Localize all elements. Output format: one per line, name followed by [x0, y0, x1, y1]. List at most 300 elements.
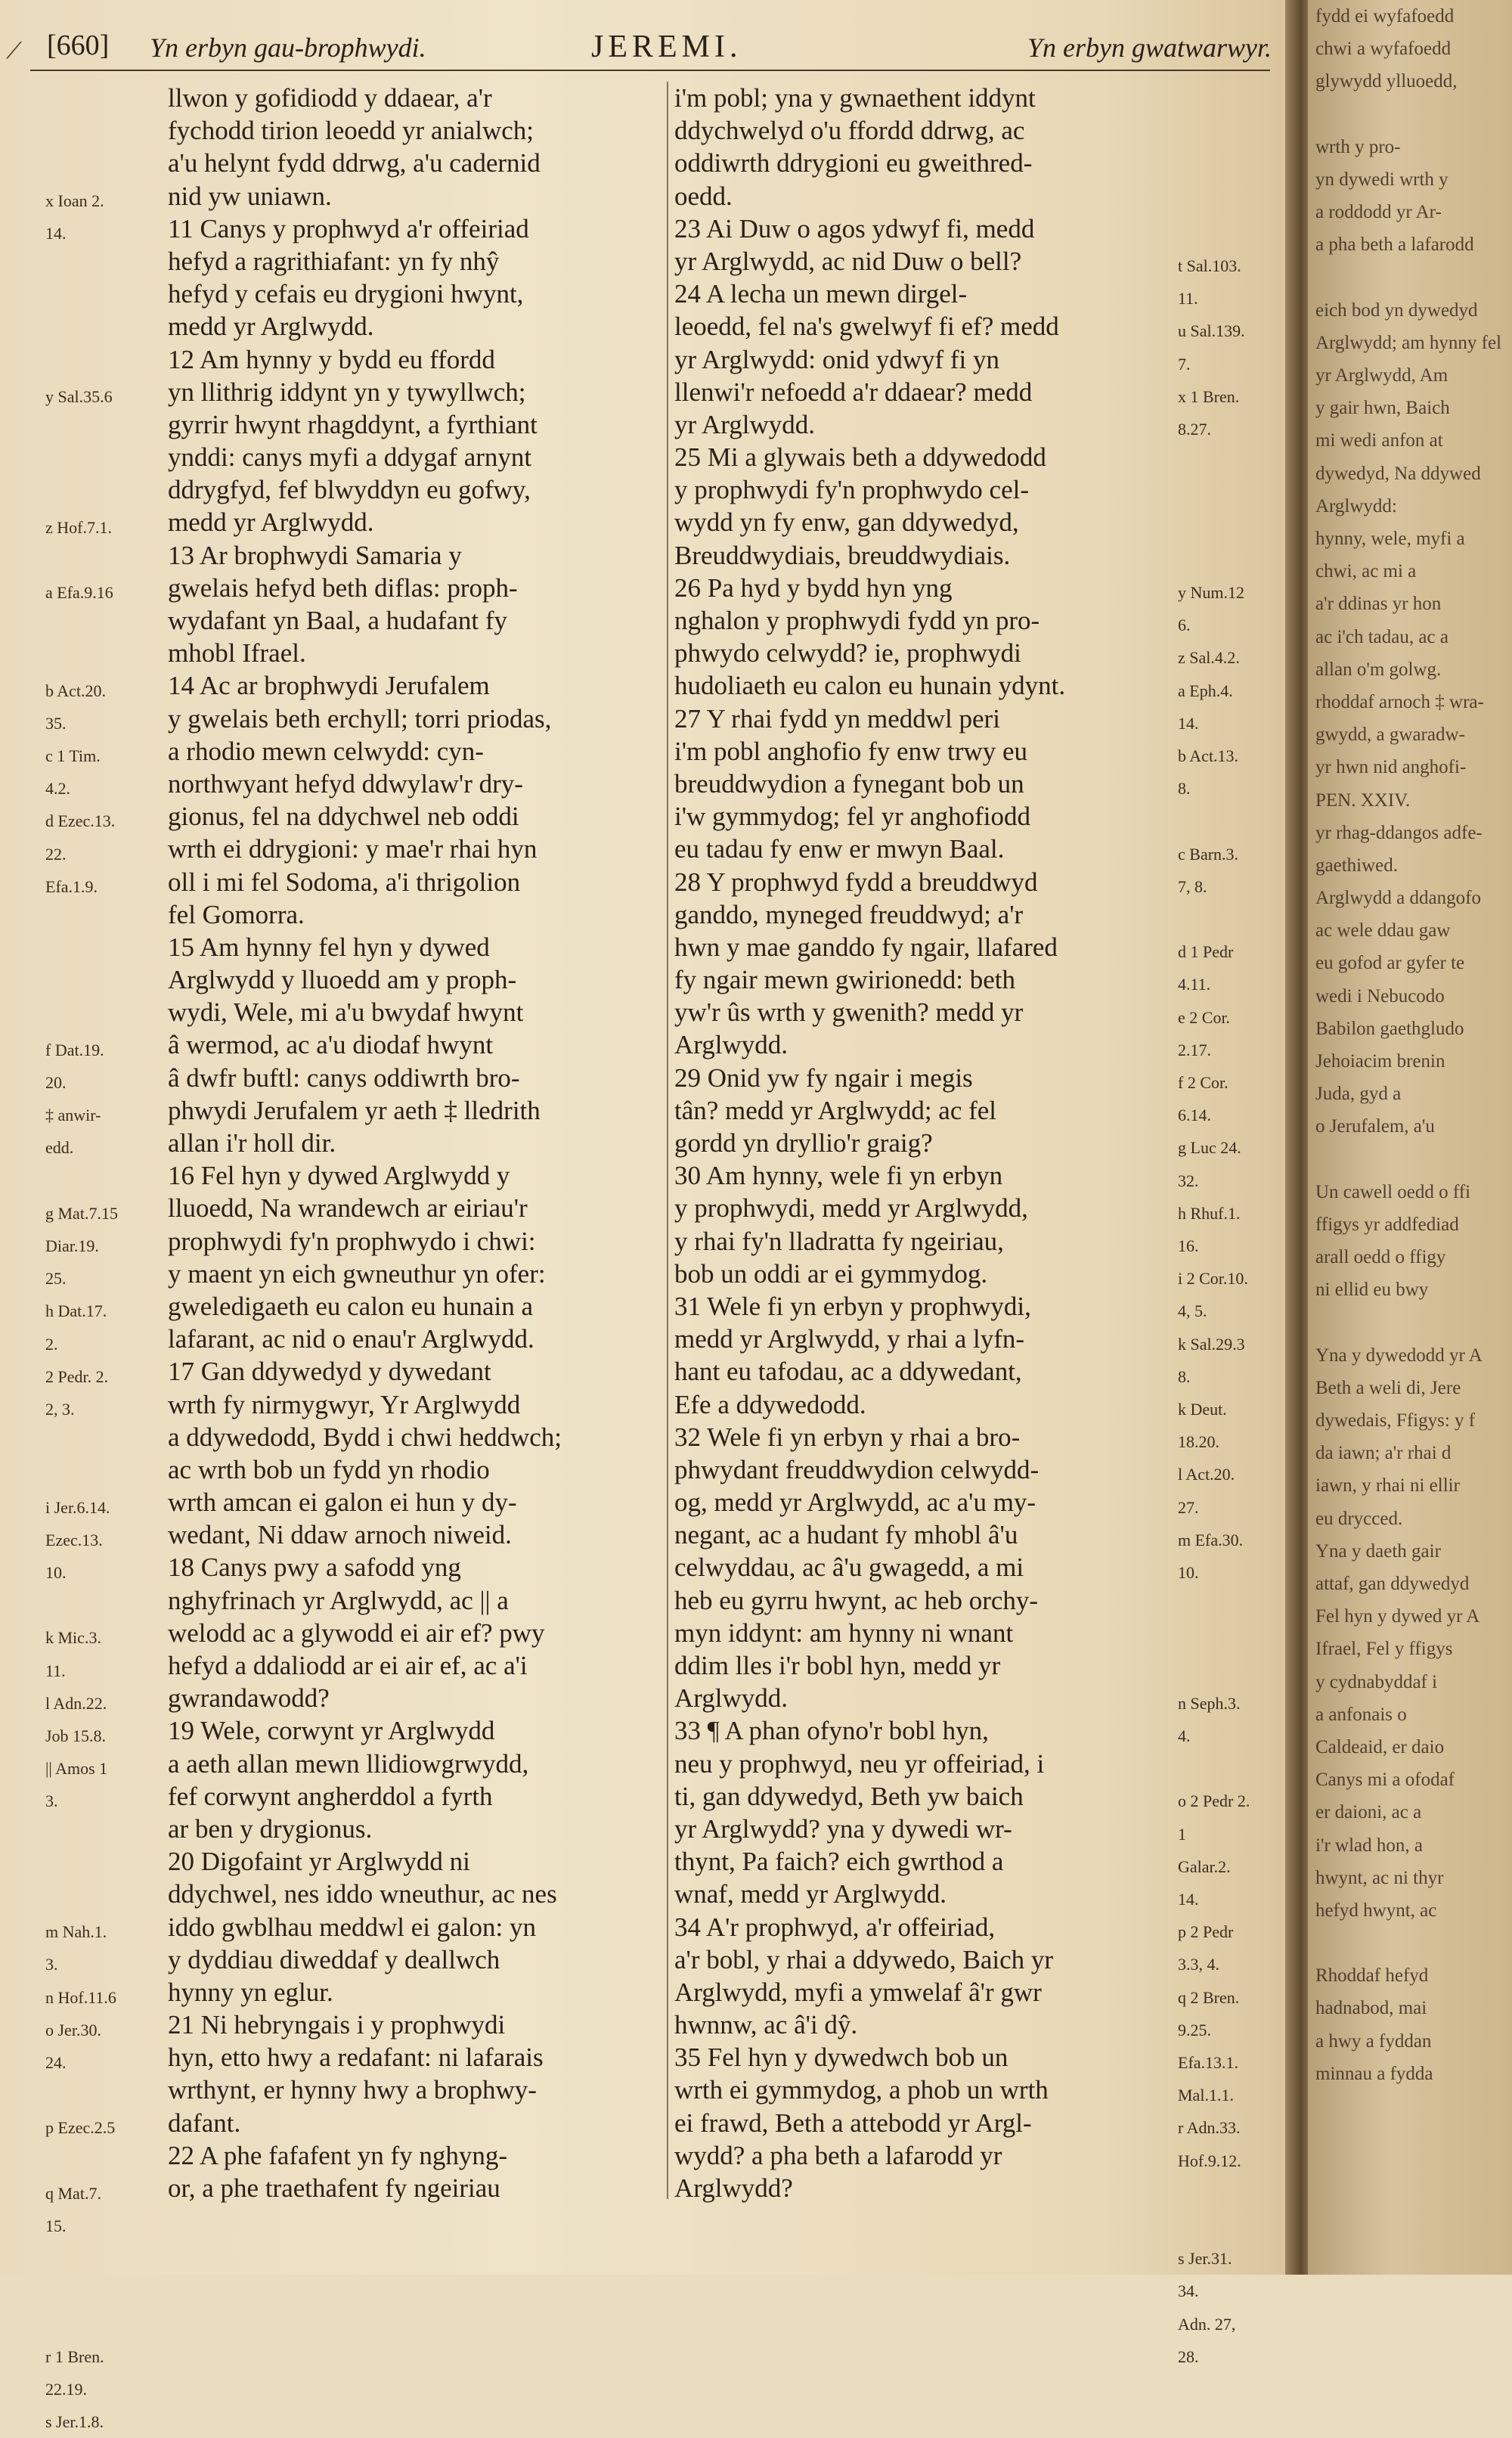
margin-reference: k Mic.3.	[45, 1628, 101, 1648]
facing-page-line: y gair hwn, Baich	[1315, 398, 1450, 419]
text-line: i'm pobl; yna y gwnaethent iddynt	[674, 83, 1036, 113]
margin-reference: 2.	[45, 1334, 58, 1354]
text-line: allan i'r holl dir.	[168, 1128, 336, 1158]
facing-page-line: Un cawell oedd o ffi	[1315, 1181, 1471, 1202]
margin-reference: q Mat.7.	[45, 2183, 101, 2203]
text-line: ar ben y drygionus.	[168, 1813, 373, 1844]
text-line: Arglwydd, myfi a ymwelaf â'r gwr	[674, 1977, 1042, 2007]
facing-page-line: arall oedd o ffigy	[1315, 1247, 1446, 1268]
text-line: y dyddiau diweddaf y deallwch	[168, 1944, 500, 1974]
text-line: ddim lles i'r bobl hyn, medd yr	[674, 1651, 1001, 1680]
facing-page-line: Ifrael, Fel y ffigys	[1315, 1639, 1453, 1660]
margin-reference: 11.	[1178, 289, 1198, 309]
margin-reference: 2 Pedr. 2.	[45, 1366, 109, 1386]
facing-page-line	[1315, 262, 1512, 294]
text-line: nid yw uniawn.	[168, 181, 332, 211]
text-line: gwrandawodd?	[168, 1683, 330, 1714]
margin-reference: 8.	[1178, 1366, 1191, 1386]
text-line: oedd.	[674, 181, 733, 211]
margin-reference: a Eph.4.	[1178, 681, 1233, 700]
text-column-left	[168, 82, 667, 2204]
text-line: 14 Ac ar brophwydi Jerufalem	[168, 671, 490, 701]
margin-reference: r 1 Bren.	[45, 2346, 104, 2366]
margin-reference: e 2 Cor.	[1178, 1007, 1231, 1027]
facing-page-line: iawn, y rhai ni ellir	[1315, 1475, 1460, 1497]
facing-page-line: a anfonais o	[1315, 1704, 1407, 1725]
margin-reference: a Efa.9.16	[45, 583, 113, 602]
margin-reference: Mal.1.1.	[1178, 2086, 1234, 2105]
margin-reference: u Sal.139.	[1178, 321, 1245, 341]
margin-reference: l Adn.22.	[45, 1693, 107, 1713]
text-line: wydafant yn Baal, a hudafant fy	[168, 606, 508, 635]
text-line: or, a phe traethafent fy ngeiriau	[168, 2173, 500, 2203]
text-line: hefyd a ddaliodd ar ei air ef, ac a'i	[168, 1651, 528, 1680]
facing-page-line: Caldeaid, er daio	[1315, 1736, 1445, 1757]
text-line: i'm pobl anghofio fy enw trwy eu	[674, 736, 1028, 766]
text-line: Efe a ddywedodd.	[674, 1389, 866, 1419]
text-line: hudoliaeth eu calon eu hunain ydynt.	[674, 671, 1066, 701]
text-line: ti, gan ddywedyd, Beth yw baich	[674, 1781, 1024, 1811]
margin-reference: h Rhuf.1.	[1178, 1203, 1241, 1223]
text-line: a ddywedodd, Bydd i chwi heddwch;	[168, 1422, 562, 1452]
text-line: fy ngair mewn gwirionedd: beth	[674, 965, 1016, 995]
facing-page-line: yr Arglwydd, Am	[1315, 365, 1448, 386]
text-line: prophwydi fy'n prophwydo i chwi:	[168, 1226, 536, 1256]
text-line: 35 Fel hyn y dywedwch bob un	[674, 2043, 1009, 2073]
facing-page-line	[1315, 1307, 1512, 1339]
facing-page-line: rhoddaf arnoch ‡ wra-	[1315, 691, 1484, 712]
running-title-right: Yn erbyn gwatwarwyr.	[1027, 33, 1272, 63]
margin-reference: p 2 Pedr	[1178, 1922, 1234, 1942]
margin-reference: Job 15.8.	[45, 1726, 107, 1745]
text-line: ddrygfyd, fef blwyddyn eu gofwy,	[168, 475, 531, 505]
text-line: y prophwydi fy'n prophwydo cel-	[674, 475, 1029, 505]
margin-reference: b Act.13.	[1178, 746, 1239, 765]
text-line: tân? medd yr Arglwydd; ac fel	[674, 1095, 997, 1125]
text-line: 28 Y prophwyd fydd a breuddwyd	[674, 867, 1038, 897]
text-line: 23 Ai Duw o agos ydwyf fi, medd	[674, 213, 1035, 243]
text-line: 13 Ar brophwydi Samaria y	[168, 540, 462, 570]
margin-reference: g Mat.7.15	[45, 1203, 118, 1223]
text-line: nghalon y prophwydi fydd yn pro-	[674, 606, 1040, 635]
margin-reference: 7, 8.	[1178, 876, 1207, 896]
margin-reference: 2.17.	[1178, 1040, 1211, 1059]
facing-page-line: dywedais, Ffigys: y f	[1315, 1410, 1476, 1431]
text-line: wrth fy nirmygwyr, Yr Arglwydd	[168, 1389, 521, 1419]
margin-reference: 10.	[45, 1563, 67, 1582]
facing-page-line	[1315, 1143, 1512, 1176]
facing-page-line: Rhoddaf hefyd	[1315, 1965, 1429, 1987]
facing-page-line: ac i'ch tadau, ac a	[1315, 626, 1448, 647]
text-line: 17 Gan ddywedyd y dywedant	[168, 1357, 491, 1387]
text-line: fef corwynt angherddol a fyrth	[168, 1781, 493, 1811]
text-line: breuddwydion a fynegant bob un	[674, 768, 1024, 799]
text-line: oddiwrth ddrygioni eu gweithred-	[674, 148, 1033, 178]
margin-reference: s Jer.1.8.	[45, 2412, 104, 2432]
margin-reference: 22.19.	[45, 2380, 87, 2399]
text-line: wydd yn fy enw, gan ddywedyd,	[674, 507, 1019, 538]
text-line: wedant, Ni ddaw arnoch niweid.	[168, 1520, 512, 1550]
facing-page-line: hynny, wele, myfi a	[1315, 529, 1465, 549]
text-line: a'r bobl, y rhai a ddywedo, Baich yr	[674, 1944, 1054, 1974]
text-line: hwn y mae ganddo fy ngair, llafared	[674, 932, 1058, 962]
margin-reference: 3.	[45, 1791, 58, 1811]
text-line: wnaf, medd yr Arglwydd.	[674, 1879, 947, 1909]
facing-page-line: yr rhag-ddangos adfe-	[1315, 822, 1483, 843]
facing-page-line: dywedyd, Na ddywed	[1315, 463, 1481, 484]
margin-reference: 11.	[45, 1661, 66, 1680]
margin-reference: 34.	[1178, 2281, 1199, 2301]
text-line: 27 Y rhai fydd yn meddwl peri	[674, 703, 1000, 734]
margin-reference: 14.	[1178, 713, 1199, 733]
text-line: ac wrth bob un fydd yn rhodio	[168, 1454, 490, 1484]
text-line: yn llithrig iddynt yn y tywyllwch;	[168, 377, 526, 407]
margin-reference: d 1 Pedr	[1178, 942, 1234, 962]
margin-reference: z Hof.7.1.	[45, 517, 112, 537]
margin-reference: 6.14.	[1178, 1106, 1211, 1125]
margin-reference: b Act.20.	[45, 681, 107, 700]
margin-reference: 16.	[1178, 1236, 1199, 1255]
page-corner-mark: ⟋	[6, 38, 22, 64]
margin-reference: 32.	[1178, 1171, 1199, 1190]
facing-page-line: eich bod yn dywedyd	[1315, 299, 1478, 321]
facing-page-line: a pha beth a lafarodd	[1315, 234, 1474, 256]
text-line: hefyd a ragrithiafant: yn fy nhŷ	[168, 246, 500, 276]
text-line: bob un oddi ar ei gymmydog.	[674, 1258, 988, 1289]
text-line: og, medd yr Arglwydd, ac a'u my-	[674, 1487, 1036, 1518]
facing-page-line: hefyd hwynt, ac	[1315, 1900, 1437, 1921]
margin-reference: l Act.20.	[1178, 1465, 1235, 1484]
text-line: 19 Wele, corwynt yr Arglwydd	[168, 1716, 495, 1746]
margin-reference: f 2 Cor.	[1178, 1073, 1228, 1092]
text-line: 30 Am hynny, wele fi yn erbyn	[674, 1161, 1003, 1191]
text-line: 16 Fel hyn y dywed Arglwydd y	[168, 1161, 510, 1191]
margin-reference: 10.	[1178, 1563, 1199, 1582]
margin-reference: ‡ anwir-	[45, 1106, 101, 1125]
text-line: welodd ac a glywodd ei air ef? pwy	[168, 1618, 545, 1648]
margin-reference: 8.	[1178, 779, 1191, 799]
column-divider	[667, 82, 668, 2199]
text-line: dafant.	[168, 2108, 241, 2138]
margin-reference: 24.	[45, 2053, 67, 2072]
margin-reference: 9.25.	[1178, 2020, 1211, 2039]
margin-reference: 6.	[1178, 616, 1191, 635]
facing-page-line: a hwy a fyddan	[1315, 2030, 1432, 2052]
text-line: medd yr Arglwydd.	[168, 312, 374, 342]
text-line: y rhai fy'n lladratta fy ngeiriau,	[674, 1226, 1004, 1256]
facing-page-line: gwydd, a gwaradw-	[1315, 724, 1465, 746]
text-line: yr Arglwydd: onid ydwyf fi yn	[674, 344, 1000, 374]
facing-page-line: minnau a fydda	[1315, 2063, 1433, 2084]
text-line: hant eu tafodau, ac a ddywedant,	[674, 1357, 1022, 1387]
margin-reference: Efa.1.9.	[45, 876, 98, 896]
facing-page-line: Fel hyn y dywed yr A	[1315, 1606, 1480, 1627]
text-line: lluoedd, Na wrandewch ar eiriau'r	[168, 1193, 528, 1224]
text-line: Breuddwydiais, breuddwydiais.	[674, 540, 1011, 570]
text-line: hyn, etto hwy a redafant: ni lafarais	[168, 2043, 544, 2073]
facing-page-line: a roddodd yr Ar-	[1315, 202, 1442, 223]
facing-page-line: Arglwydd; am hynny fel	[1315, 332, 1502, 353]
text-line: gordd yn dryllio'r graig?	[674, 1128, 933, 1158]
facing-page-line: Canys mi a ofodaf	[1315, 1770, 1455, 1791]
text-line: 15 Am hynny fel hyn y dywed	[168, 932, 490, 962]
margin-reference: n Hof.11.6	[45, 1987, 116, 2007]
margin-reference: i Jer.6.14.	[45, 1497, 110, 1517]
margin-reference: k Sal.29.3	[1178, 1334, 1245, 1354]
margin-reference: 2, 3.	[45, 1400, 75, 1419]
margin-reference: 8.27.	[1178, 420, 1211, 439]
margin-reference: g Luc 24.	[1178, 1138, 1241, 1158]
text-line: leoedd, fel na's gwelwyf fi ef? medd	[674, 312, 1059, 342]
facing-page-line: fydd ei wyfafoedd	[1315, 6, 1455, 26]
text-line: wrth ei gymmydog, a phob un wrth	[674, 2075, 1049, 2105]
text-line: phwydant freuddwydion celwydd-	[674, 1454, 1040, 1484]
text-line: Arglwydd y lluoedd am y proph-	[168, 965, 517, 995]
text-line: neu y prophwyd, neu yr offeiriad, i	[674, 1748, 1045, 1779]
facing-page-line: chwi a wyfafoedd	[1315, 39, 1452, 60]
margin-reference: 35.	[45, 713, 67, 733]
text-line: wrth amcan ei galon ei hun y dy-	[168, 1487, 517, 1518]
facing-page-line: y cydnabyddaf i	[1315, 1671, 1438, 1692]
text-line: wrth ei ddrygioni: y mae'r rhai hyn	[168, 834, 538, 864]
text-line: 32 Wele fi yn erbyn y rhai a bro-	[674, 1422, 1021, 1452]
margin-reference: r Adn.33.	[1178, 2118, 1241, 2138]
text-line: hefyd y cefais eu drygioni hwynt,	[168, 279, 524, 309]
margin-reference: c 1 Tim.	[45, 746, 101, 765]
text-line: myn iddynt: am hynny ni wnant	[674, 1618, 1014, 1648]
margin-reference: p Ezec.2.5	[45, 2118, 116, 2138]
text-line: 18 Canys pwy a safodd yng	[168, 1552, 461, 1583]
text-line: nghyfrinach yr Arglwydd, ac || a	[168, 1585, 509, 1615]
text-line: y maent yn eich gwneuthur yn ofer:	[168, 1258, 546, 1289]
facing-page-line: allan o'm golwg.	[1315, 659, 1442, 680]
margin-reference: 3.	[45, 1955, 58, 1974]
text-line: ganddo, myneged freuddwyd; a'r	[674, 899, 1024, 929]
facing-page-line: yr hwn nid anghofi-	[1315, 757, 1467, 778]
text-line: wydi, Wele, mi a'u bwydaf hwynt	[168, 997, 524, 1028]
text-line: â dwfr buftl: canys oddiwrth bro-	[168, 1062, 520, 1093]
margin-reference: x 1 Bren.	[1178, 386, 1240, 406]
margin-reference: Diar.19.	[45, 1236, 99, 1255]
margin-reference: y Sal.35.6	[45, 386, 113, 406]
text-line: 21 Ni hebryngais i y prophwydi	[168, 2010, 506, 2040]
running-title-left: Yn erbyn gau-brophwydi.	[150, 33, 426, 63]
text-line: ddychwel, nes iddo wneuthur, ac nes	[168, 1879, 557, 1909]
text-line: yr Arglwydd? yna y dywedi wr-	[674, 1813, 1012, 1844]
text-line: 34 A'r prophwyd, a'r offeiriad,	[674, 1912, 996, 1942]
margin-reference: Galar.2.	[1178, 1856, 1231, 1876]
facing-page-line: Juda, gyd a	[1315, 1084, 1402, 1105]
text-line: gwelais hefyd beth diflas: proph-	[168, 572, 518, 603]
text-line: wrthynt, er hynny hwy a brophwy-	[168, 2075, 537, 2105]
facing-page-line: ffigys yr addfediad	[1315, 1214, 1459, 1235]
text-line: a aeth allan mewn llidiowgrwydd,	[168, 1748, 529, 1779]
text-line: negant, ac a hudant fy mhobl â'u	[674, 1520, 1018, 1550]
margin-reference: t Sal.103.	[1178, 256, 1241, 275]
text-line: phwydi Jerufalem yr aeth ‡ lledrith	[168, 1095, 541, 1125]
margin-reference: 22.	[45, 844, 67, 864]
margin-reference: 27.	[1178, 1497, 1199, 1517]
margin-reference: s Jer.31.	[1178, 2249, 1232, 2269]
text-line: 26 Pa hyd y bydd hyn yng	[674, 572, 953, 603]
facing-page-line: Yna y daeth gair	[1315, 1540, 1441, 1562]
margin-reference: 4.2.	[45, 779, 70, 799]
text-line: wydd? a pha beth a lafarodd yr	[674, 2140, 1002, 2170]
margin-reference: f Dat.19.	[45, 1040, 104, 1059]
text-line: phwydo celwydd? ie, prophwydi	[674, 638, 1021, 668]
margin-reference: Efa.13.1.	[1178, 2053, 1239, 2072]
text-line: thynt, Pa faich? eich gwrthod a	[674, 1847, 1004, 1877]
text-line: ddychwelyd o'u ffordd ddrwg, ac	[674, 116, 1025, 146]
book-gutter	[1285, 0, 1311, 2275]
margin-reference: d Ezec.13.	[45, 811, 116, 831]
running-header	[17, 29, 1272, 74]
margin-reference: Hof.9.12.	[1178, 2151, 1241, 2170]
text-column-right	[674, 82, 1173, 2204]
margin-reference: i 2 Cor.10.	[1178, 1269, 1248, 1289]
margin-reference: 4.11.	[1178, 975, 1211, 994]
margin-reference: o 2 Pedr 2.	[1178, 1791, 1250, 1811]
text-line: ynddi: canys myfi a ddygaf arnynt	[168, 442, 532, 473]
text-line: 22 A phe fafafent yn fy nghyng-	[168, 2140, 508, 2170]
margin-reference: 28.	[1178, 2346, 1199, 2366]
text-line: celwyddau, ac â'u gwagedd, a mi	[674, 1552, 1024, 1583]
text-line: yw'r ûs wrth y gwenith? medd yr	[674, 997, 1024, 1028]
text-line: northwyant hefyd ddwylaw'r dry-	[168, 768, 523, 799]
margin-reference: 14.	[45, 223, 67, 243]
facing-page-line: a'r ddinas yr hon	[1315, 594, 1442, 615]
margin-reference: m Efa.30.	[1178, 1530, 1244, 1549]
facing-page-line: wrth y pro-	[1315, 136, 1401, 157]
facing-page-line: Beth a weli di, Jere	[1315, 1377, 1461, 1398]
facing-page-line: PEN. XXIV.	[1315, 789, 1411, 811]
margin-reference: || Amos 1	[45, 1759, 108, 1779]
facing-page-line: er daioni, ac a	[1315, 1802, 1422, 1823]
facing-page-line: hwynt, ac ni thyr	[1315, 1867, 1444, 1888]
margin-reference: h Dat.17.	[45, 1301, 107, 1321]
text-line: hwnnw, ac â'i dŷ.	[674, 2010, 858, 2040]
text-line: medd yr Arglwydd, y rhai a lyfn-	[674, 1324, 1025, 1354]
margin-reference: 4.	[1178, 1726, 1191, 1745]
margin-reference: z Sal.4.2.	[1178, 648, 1240, 668]
text-line: oll i mi fel Sodoma, a'i thrigolion	[168, 867, 521, 897]
facing-page-line: eu gofod ar gyfer te	[1315, 953, 1465, 974]
margin-reference: k Deut.	[1178, 1400, 1227, 1419]
margin-reference: Ezec.13.	[45, 1530, 103, 1549]
text-line: 20 Digofaint yr Arglwydd ni	[168, 1847, 470, 1877]
margin-reference: q 2 Bren.	[1178, 1987, 1240, 2007]
text-line: fychodd tirion leoedd yr anialwch;	[168, 116, 534, 146]
text-line: medd yr Arglwydd.	[168, 507, 374, 538]
margin-reference: n Seph.3.	[1178, 1693, 1241, 1713]
facing-page-line: eu drycced.	[1315, 1508, 1403, 1529]
facing-page-line: o Jerufalem, a'u	[1315, 1116, 1435, 1137]
facing-page-line: Jehoiacim brenin	[1315, 1051, 1445, 1072]
margin-reference: x Ioan 2.	[45, 191, 104, 210]
text-line: gyrrir hwynt rhagddynt, a fyrthiant	[168, 409, 538, 439]
facing-page-text	[1315, 0, 1512, 2090]
text-line: y gwelais beth erchyll; torri priodas,	[168, 703, 552, 734]
facing-page-line: mi wedi anfon at	[1315, 430, 1443, 451]
text-line: hynny yn eglur.	[168, 1977, 333, 2007]
text-line: 24 A lecha un mewn dirgel-	[674, 279, 968, 309]
text-line: gionus, fel na ddychwel neb oddi	[168, 802, 519, 832]
text-line: lafarant, ac nid o enau'r Arglwydd.	[168, 1324, 534, 1354]
text-line: 11 Canys y prophwyd a'r offeiriad	[168, 213, 529, 243]
margin-reference: 4, 5.	[1178, 1301, 1207, 1321]
margin-reference: m Nah.1.	[45, 1922, 107, 1942]
margin-reference: 7.	[1178, 354, 1191, 374]
text-line: mhobl Ifrael.	[168, 638, 306, 668]
margin-reference: 14.	[1178, 1890, 1199, 1909]
facing-page-line: wedi i Nebucodo	[1315, 985, 1445, 1007]
text-line: y prophwydi, medd yr Arglwydd,	[674, 1193, 1028, 1224]
facing-page-line: hadnabod, mai	[1315, 1998, 1427, 2019]
margin-reference: 20.	[45, 1073, 67, 1092]
facing-page-line: chwi, ac mi a	[1315, 561, 1417, 582]
text-line: 25 Mi a glywais beth a ddywedodd	[674, 442, 1046, 473]
facing-page-line	[1315, 1927, 1512, 1959]
text-line: heb eu gyrru hwynt, ac heb orchy-	[674, 1585, 1039, 1615]
facing-page-line: glywydd ylluoedd,	[1315, 71, 1458, 92]
margin-reference: o Jer.30.	[45, 2020, 101, 2039]
text-line: 12 Am hynny y bydd eu ffordd	[168, 344, 495, 374]
text-line: yr Arglwydd.	[674, 409, 816, 439]
facing-page-line: i'r wlad hon, a	[1315, 1835, 1423, 1856]
text-line: gweledigaeth eu calon eu hunain a	[168, 1291, 533, 1321]
facing-page-line: Arglwydd a ddangofo	[1315, 888, 1481, 909]
margin-reference: 3.3, 4.	[1178, 1955, 1219, 1974]
text-line: llenwi'r nefoedd a'r ddaear? medd	[674, 377, 1033, 407]
margin-reference: 25.	[45, 1269, 67, 1289]
text-line: eu tadau fy enw er mwyn Baal.	[674, 834, 1005, 864]
facing-page	[1308, 0, 1512, 2275]
text-line: ei frawd, Beth a attebodd yr Argl-	[674, 2108, 1032, 2138]
margin-reference: c Barn.3.	[1178, 844, 1239, 864]
text-line: Arglwydd?	[674, 2173, 793, 2203]
facing-page-line: attaf, gan ddywedyd	[1315, 1574, 1470, 1594]
facing-page-line: ac wele ddau gaw	[1315, 920, 1451, 941]
facing-page-line: yn dywedi wrth y	[1315, 169, 1448, 190]
facing-page-line: ni ellid eu bwy	[1315, 1279, 1429, 1301]
text-line: Arglwydd.	[674, 1683, 789, 1714]
margin-reference: y Num.12	[1178, 583, 1244, 602]
text-line: yr Arglwydd, ac nid Duw o bell?	[674, 246, 1022, 276]
text-line: Arglwydd.	[674, 1030, 789, 1060]
page-number: [660]	[47, 29, 110, 61]
text-line: iddo gwblhau meddwl ei galon: yn	[168, 1912, 537, 1942]
facing-page-line	[1315, 98, 1512, 131]
facing-page-line: Yna y dywedodd yr A	[1315, 1345, 1483, 1366]
text-line: llwon y gofidiodd y ddaear, a'r	[168, 83, 492, 113]
facing-page-line: gaethiwed.	[1315, 855, 1398, 876]
margin-reference: 15.	[45, 2216, 67, 2235]
text-line: a'u helynt fydd ddrwg, a'u cadernid	[168, 148, 541, 178]
margin-reference: 1	[1178, 1824, 1186, 1844]
facing-page-line: Arglwydd:	[1315, 495, 1397, 516]
margin-reference: Adn. 27,	[1178, 2314, 1236, 2334]
margin-reference: 18.20.	[1178, 1432, 1219, 1452]
text-line: 33 ¶ A phan ofyno'r bobl hyn,	[674, 1716, 989, 1746]
text-line: a rhodio mewn celwydd: cyn-	[168, 736, 484, 766]
text-line: â wermod, ac a'u diodaf hwynt	[168, 1030, 494, 1060]
facing-page-line: Babilon gaethgludo	[1315, 1018, 1464, 1039]
text-line: 29 Onid yw fy ngair i megis	[674, 1062, 973, 1093]
margin-reference: edd.	[45, 1138, 74, 1158]
book-title: JEREMI.	[591, 29, 742, 64]
text-line: 31 Wele fi yn erbyn y prophwydi,	[674, 1291, 1031, 1321]
header-rule	[30, 70, 1270, 71]
